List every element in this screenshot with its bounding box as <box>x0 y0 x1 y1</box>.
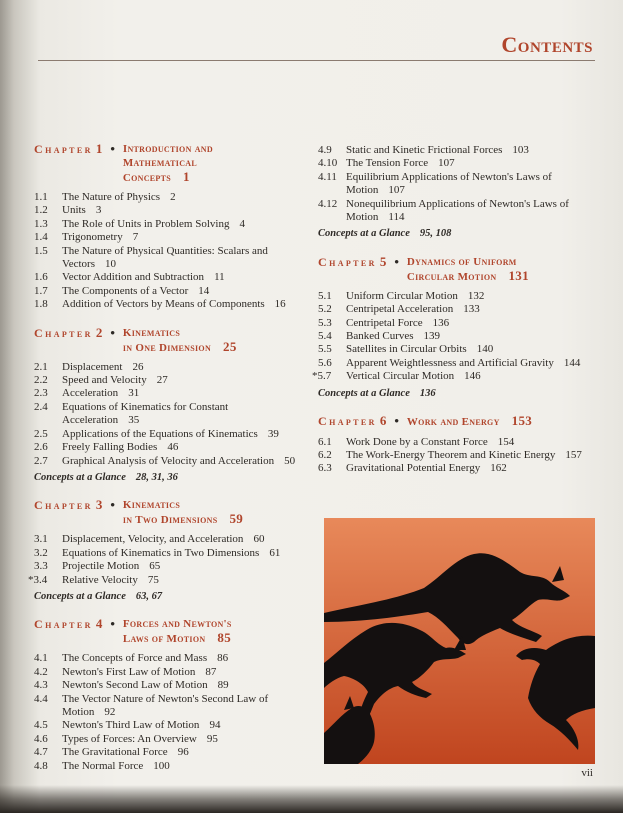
section-title-wrap <box>62 441 306 454</box>
chapter-number: 3 <box>95 497 103 513</box>
chapter-heading-6 <box>318 414 596 429</box>
section-page: 114 <box>388 211 405 224</box>
section-title: Displacement <box>62 360 123 373</box>
chapter-heading-4 <box>34 617 306 646</box>
section-page: 50 <box>284 454 296 467</box>
toc-entry <box>318 144 596 157</box>
section-title-wrap <box>346 343 596 356</box>
section-title: Units <box>62 204 86 217</box>
section-page: 10 <box>105 258 116 271</box>
section-number: 3.3 <box>34 560 48 573</box>
section-page: 75 <box>147 573 159 586</box>
section-page: 86 <box>217 652 229 665</box>
section-title: The Nature of Physical Quantities: Scalars and Vectors <box>62 244 268 271</box>
section-title-wrap <box>62 387 306 400</box>
section-title: Equilibrium Applications of Newton's Laws of Motion <box>346 170 552 197</box>
section-title-wrap <box>62 361 306 374</box>
section-title: The Gravitational Force <box>62 746 168 759</box>
section-number: 2.6 <box>34 441 48 454</box>
section-number: 4.5 <box>34 719 48 732</box>
section-page: 107 <box>388 184 405 197</box>
section-page: 14 <box>198 284 210 297</box>
section-title: The Nature of Physics <box>62 191 161 203</box>
toc-entry <box>34 401 306 428</box>
toc-entry <box>318 436 596 449</box>
section-title: Equations of Kinematics in Two Dimensions <box>62 546 260 559</box>
toc-entry <box>34 666 306 679</box>
toc-entry <box>34 285 306 298</box>
section-page: 2 <box>170 191 176 203</box>
section-title: Projectile Motion <box>62 560 140 573</box>
section-title-wrap <box>62 693 306 720</box>
section-title: Displacement, Velocity, and Acceleration <box>62 533 244 546</box>
toc-entry <box>34 760 306 773</box>
glance-pages: 95, 108 <box>419 228 452 240</box>
section-title: Centripetal Acceleration <box>346 303 454 316</box>
section-number: 5.1 <box>318 289 332 302</box>
section-page: 92 <box>104 705 116 718</box>
chapter-title <box>407 255 596 284</box>
chapter-label: Chapter <box>318 254 377 269</box>
toc-right-column <box>312 144 596 476</box>
section-number: 1.6 <box>34 271 48 284</box>
section-page: 154 <box>497 435 515 448</box>
section-title: Satellites in Circular Orbits <box>346 343 467 356</box>
toc-entry <box>34 733 306 746</box>
kangaroo-silhouettes-image <box>324 518 595 764</box>
chapter-page: 25 <box>223 338 237 354</box>
toc-entry <box>318 317 596 330</box>
toc-entry <box>34 719 306 732</box>
toc-entry <box>28 573 306 587</box>
section-number: 5.4 <box>318 330 332 343</box>
chapter-heading-5 <box>318 255 596 284</box>
toc-entry <box>34 361 306 374</box>
page-title: Contents <box>501 32 593 57</box>
chapter-title <box>123 498 306 527</box>
chapter-heading-3 <box>34 498 306 527</box>
chapter-title-line: Work and Energy 153 <box>406 413 533 429</box>
section-title: Types of Forces: An Overview <box>62 732 197 745</box>
chapter-number: 2 <box>95 324 103 340</box>
glance-label: Concepts at a Glance <box>34 590 126 602</box>
section-title: The Vector Nature of Newton's Second Law of Motion <box>62 692 269 718</box>
section-page: 16 <box>274 298 286 311</box>
toc-left-column <box>28 141 306 773</box>
toc-entry <box>34 218 306 231</box>
glance-label: Concepts at a Glance <box>34 471 126 483</box>
section-page: 61 <box>269 546 281 559</box>
section-page: 26 <box>132 360 144 373</box>
section-title: Banked Curves <box>346 330 414 343</box>
section-page: 7 <box>132 231 139 244</box>
section-number: 4.11 <box>318 170 337 183</box>
chapter-number: 6 <box>379 413 387 429</box>
chapter-title-line: Dynamics of Uniform <box>406 255 517 268</box>
section-title: The Components of a Vector <box>62 284 189 297</box>
toc-entry <box>318 157 596 170</box>
chapter-title-line: in Two Dimensions 59 <box>122 511 244 527</box>
section-title: The Normal Force <box>62 759 144 772</box>
section-title-wrap <box>346 144 596 157</box>
section-number: 2.1 <box>34 360 48 373</box>
chapter-title-line: Kinematics <box>122 326 181 339</box>
section-number: 6.1 <box>318 435 332 448</box>
section-title-wrap <box>346 290 596 303</box>
bullet-icon: • <box>394 253 399 269</box>
chapter-title-line: Mathematical <box>122 157 198 169</box>
section-title-wrap <box>346 198 596 225</box>
section-page: 132 <box>467 289 485 302</box>
glance-pages: 63, 67 <box>135 590 163 602</box>
section-title-wrap <box>62 533 306 546</box>
chapter-number: 5 <box>379 253 387 269</box>
spacer <box>34 484 306 498</box>
concepts-at-a-glance <box>318 227 596 240</box>
chapter-label: Chapter <box>34 142 93 156</box>
chapter-label: Chapter <box>34 498 93 513</box>
section-number: *5.7 <box>312 370 332 383</box>
chapter-label: Chapter <box>34 325 93 340</box>
section-title-wrap <box>346 449 596 462</box>
section-title-wrap <box>62 719 306 732</box>
chapter-number: 4 <box>95 616 103 632</box>
chapter-label: Chapter <box>318 414 377 429</box>
section-page: 4 <box>239 217 245 230</box>
section-title-wrap <box>62 574 306 587</box>
concepts-at-a-glance <box>318 387 596 400</box>
section-page: 46 <box>167 441 179 454</box>
toc-entry <box>34 455 306 468</box>
section-page: 100 <box>153 759 170 772</box>
section-title-wrap <box>62 204 306 217</box>
toc-entry <box>34 231 306 244</box>
section-number: 2.2 <box>34 374 48 387</box>
toc-entry <box>318 290 596 303</box>
spacer <box>34 312 306 326</box>
section-title: Freely Falling Bodies <box>62 441 158 454</box>
section-title-wrap <box>62 298 306 311</box>
section-page: 157 <box>565 448 582 461</box>
section-title-wrap <box>346 436 596 449</box>
chapter-title-line: Circular Motion 131 <box>406 267 529 283</box>
toc-entry <box>34 428 306 441</box>
section-title: The Work-Energy Theorem and Kinetic Energy <box>346 448 556 461</box>
chapter-title <box>407 414 596 429</box>
toc-entry <box>34 560 306 573</box>
section-title-wrap <box>62 760 306 773</box>
section-page: 146 <box>464 370 481 383</box>
section-number: 4.12 <box>318 197 338 210</box>
section-page: 3 <box>95 204 102 217</box>
section-number: 2.3 <box>34 387 48 400</box>
toc-entry <box>318 198 596 225</box>
section-page: 133 <box>463 303 480 316</box>
toc-entry <box>318 449 596 462</box>
section-number: 1.3 <box>34 217 48 230</box>
section-number: 3.2 <box>34 546 48 559</box>
bullet-icon: • <box>110 497 115 513</box>
concepts-at-a-glance <box>34 471 306 484</box>
section-page: 27 <box>156 374 168 387</box>
section-page: 136 <box>432 316 450 329</box>
section-number: 6.2 <box>318 448 332 461</box>
section-page: 95 <box>206 732 218 745</box>
toc-entry <box>318 330 596 343</box>
section-number: 5.5 <box>318 343 332 356</box>
chapter-number: 1 <box>95 141 103 156</box>
chapter-title <box>123 617 306 646</box>
chapter-page: 59 <box>229 511 244 527</box>
section-title: Centripetal Force <box>346 316 423 329</box>
bullet-icon: • <box>110 141 115 156</box>
section-title: Gravitational Potential Energy <box>346 462 481 475</box>
toc-entry <box>318 171 596 198</box>
section-number: 5.6 <box>318 356 332 369</box>
kangaroo-photo <box>324 518 595 764</box>
toc-entry <box>318 343 596 356</box>
section-title: Apparent Weightlessness and Artificial Gravity <box>346 356 554 369</box>
section-number: 4.4 <box>34 692 48 705</box>
section-title-wrap <box>62 218 306 231</box>
section-number: 4.6 <box>34 732 48 745</box>
glance-label: Concepts at a Glance <box>318 228 410 240</box>
toc-entry <box>312 370 596 383</box>
section-page: 107 <box>438 157 455 170</box>
section-number: 1.5 <box>34 244 48 257</box>
section-number: 1.4 <box>34 231 48 244</box>
section-page: 39 <box>267 427 279 440</box>
section-title-wrap <box>62 374 306 387</box>
section-title-wrap <box>62 231 306 244</box>
toc-entry <box>34 271 306 284</box>
section-title-wrap <box>62 285 306 298</box>
chapter-title <box>123 326 306 355</box>
section-title-wrap <box>346 462 596 475</box>
toc-entry <box>34 693 306 720</box>
section-title: Newton's Second Law of Motion <box>62 679 208 692</box>
section-title-wrap <box>346 317 596 330</box>
section-title-wrap <box>62 401 306 428</box>
chapter-title-line: Introduction and <box>122 143 213 155</box>
section-title: The Tension Force <box>346 157 429 170</box>
bullet-icon: • <box>394 413 399 429</box>
toc-entry <box>318 357 596 370</box>
spacer <box>318 400 596 414</box>
toc-entry <box>34 204 306 217</box>
section-number: 1.8 <box>34 298 48 311</box>
section-title: Applications of the Equations of Kinematics <box>62 427 258 440</box>
section-title-wrap <box>62 245 306 272</box>
section-title: Trigonometry <box>62 231 123 244</box>
section-number: 4.2 <box>34 665 48 678</box>
section-page: 94 <box>209 719 221 732</box>
section-title-wrap <box>346 330 596 343</box>
toc-entry <box>34 441 306 454</box>
toc-entry <box>34 746 306 759</box>
toc-entry <box>34 245 306 272</box>
glance-label: Concepts at a Glance <box>318 387 410 399</box>
chapter-page: 131 <box>508 267 529 283</box>
section-title-wrap <box>346 171 596 198</box>
section-page: 65 <box>149 560 161 573</box>
section-number: 4.7 <box>34 746 48 759</box>
section-title-wrap <box>62 733 306 746</box>
section-page: 89 <box>217 679 229 692</box>
section-title: Acceleration <box>62 387 119 400</box>
section-number: 2.5 <box>34 427 48 440</box>
toc-entry <box>34 191 306 204</box>
section-title: Static and Kinetic Frictional Forces <box>346 144 503 156</box>
section-title-wrap <box>62 666 306 679</box>
toc-entry <box>34 679 306 692</box>
spacer <box>318 241 596 255</box>
section-title: Equations of Kinematics for Constant Acceleration <box>62 400 229 427</box>
section-title-wrap <box>346 357 596 370</box>
section-number: 1.2 <box>34 204 48 217</box>
section-number: 1.7 <box>34 284 48 297</box>
section-number: 2.4 <box>34 400 48 413</box>
section-title-wrap <box>62 652 306 665</box>
chapter-title-line: in One Dimension 25 <box>122 338 237 354</box>
section-title: Graphical Analysis of Velocity and Acceleration <box>62 454 275 467</box>
section-number: 3.1 <box>34 533 48 546</box>
page-number: vii <box>581 767 593 779</box>
section-number: 4.8 <box>34 759 48 772</box>
section-page: 31 <box>128 387 140 400</box>
section-title-wrap <box>62 271 306 284</box>
section-page: 103 <box>512 144 529 156</box>
toc-entry <box>318 303 596 316</box>
section-title: Newton's First Law of Motion <box>62 665 196 678</box>
section-title-wrap <box>62 428 306 441</box>
section-title-wrap <box>62 679 306 692</box>
chapter-title-line: Forces and Newton's <box>122 618 232 631</box>
title-rule <box>38 60 595 61</box>
section-page: 35 <box>128 414 140 427</box>
section-title: The Concepts of Force and Mass <box>62 652 208 665</box>
section-page: 96 <box>177 746 189 759</box>
toc-entry <box>34 652 306 665</box>
toc-entry <box>34 533 306 546</box>
section-page: 139 <box>423 330 441 343</box>
section-title-wrap <box>62 191 306 204</box>
section-page: 144 <box>563 356 581 369</box>
section-number: 4.10 <box>318 157 338 170</box>
section-title-wrap <box>346 157 596 170</box>
chapter-title-line: Laws of Motion 85 <box>122 630 232 646</box>
chapter-title <box>123 142 306 185</box>
section-page: 60 <box>253 533 265 546</box>
section-title: Vector Addition and Subtraction <box>62 271 205 284</box>
section-number: *3.4 <box>28 573 48 586</box>
section-number: 4.9 <box>318 144 332 156</box>
section-title: Newton's Third Law of Motion <box>62 719 200 732</box>
glance-pages: 136 <box>419 387 436 399</box>
chapter-page: 85 <box>217 630 232 646</box>
toc-entry <box>34 387 306 400</box>
section-title: The Role of Units in Problem Solving <box>62 217 230 230</box>
section-title-wrap <box>346 370 596 383</box>
section-title: Nonequilibrium Applications of Newton's Laws of Motion <box>346 197 569 224</box>
section-number: 6.3 <box>318 462 332 475</box>
glance-pages: 28, 31, 36 <box>135 471 178 483</box>
section-title: Speed and Velocity <box>62 374 147 387</box>
chapter-page: 1 <box>183 169 190 184</box>
section-page: 87 <box>205 665 217 678</box>
section-page: 162 <box>490 462 507 475</box>
section-page: 11 <box>214 271 225 284</box>
section-title: Vertical Circular Motion <box>346 370 455 383</box>
section-title: Work Done by a Constant Force <box>346 435 488 448</box>
toc-entry <box>34 547 306 560</box>
section-title-wrap <box>62 547 306 560</box>
chapter-page: 153 <box>511 413 533 429</box>
chapter-label: Chapter <box>34 617 93 632</box>
section-page: 140 <box>476 343 494 356</box>
section-number: 4.3 <box>34 679 48 692</box>
section-number: 5.2 <box>318 303 332 316</box>
section-title-wrap <box>62 455 306 468</box>
section-number: 1.1 <box>34 191 48 203</box>
chapter-title-line: Concepts 1 <box>122 169 190 184</box>
section-number: 2.7 <box>34 454 48 467</box>
toc-entry <box>34 374 306 387</box>
toc-entry <box>34 298 306 311</box>
bullet-icon: • <box>110 324 115 340</box>
section-title: Addition of Vectors by Means of Components <box>62 298 265 311</box>
spacer <box>34 603 306 617</box>
concepts-at-a-glance <box>34 590 306 603</box>
section-title-wrap <box>62 560 306 573</box>
chapter-title-line: Kinematics <box>122 499 181 512</box>
chapter-heading-1 <box>34 142 306 185</box>
section-number: 5.3 <box>318 316 332 329</box>
binding-shadow <box>0 785 623 813</box>
section-title: Relative Velocity <box>62 573 138 586</box>
section-title: Uniform Circular Motion <box>346 289 458 302</box>
section-title-wrap <box>346 303 596 316</box>
bullet-icon: • <box>110 616 115 632</box>
section-title-wrap <box>62 746 306 759</box>
toc-entry <box>318 462 596 475</box>
chapter-heading-2 <box>34 326 306 355</box>
section-number: 4.1 <box>34 652 48 665</box>
